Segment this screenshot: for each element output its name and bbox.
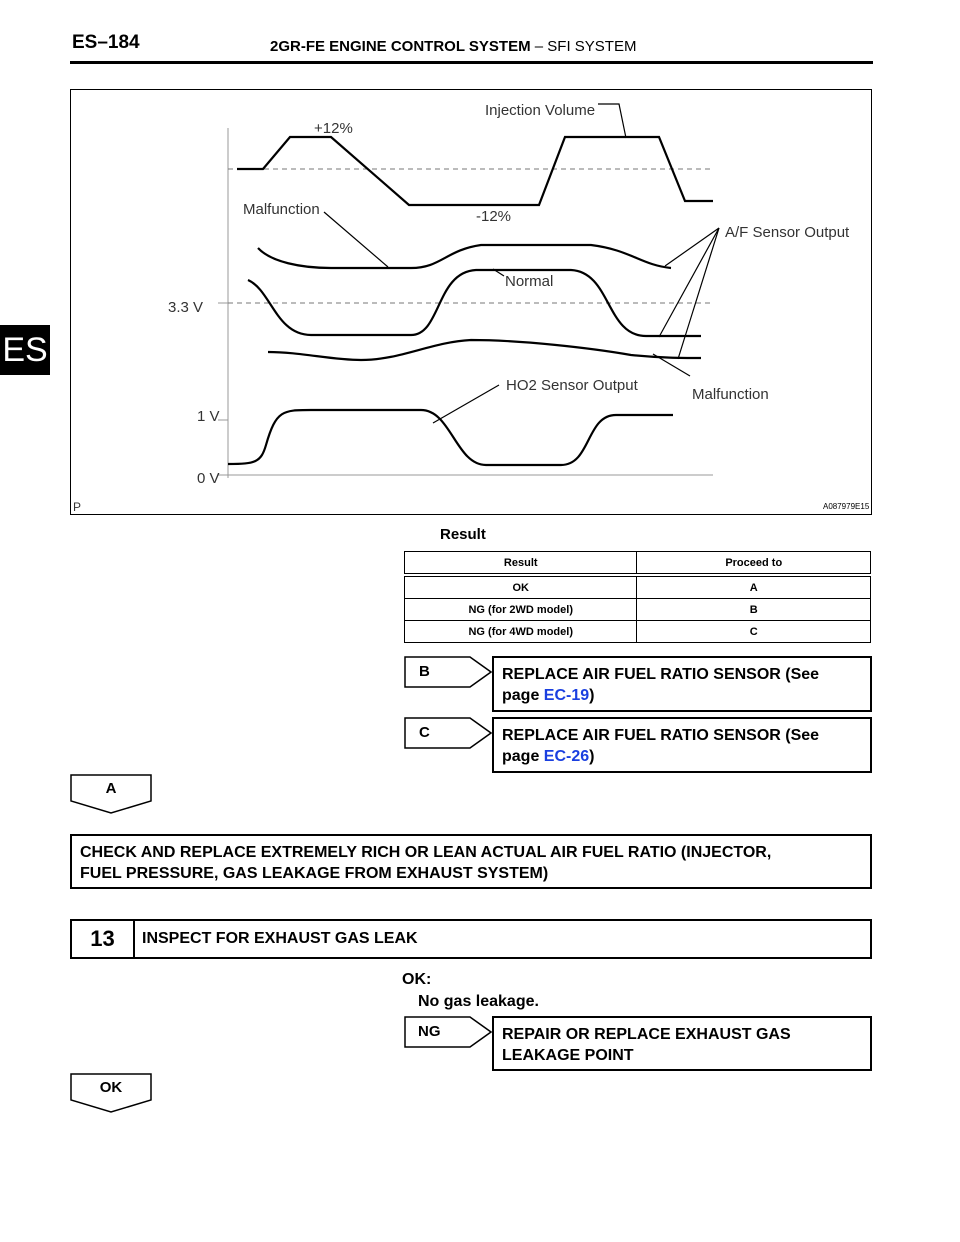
ng-line2: LEAKAGE POINT bbox=[502, 1047, 634, 1064]
result-title: Result bbox=[440, 526, 486, 543]
figure-corner-p: P bbox=[73, 500, 82, 514]
branch-b-arrow bbox=[404, 656, 492, 688]
branch-c-arrow bbox=[404, 717, 492, 749]
malfunction-bottom-label: Malfunction bbox=[692, 386, 769, 403]
step-title: INSPECT FOR EXHAUST GAS LEAK bbox=[142, 930, 418, 947]
row-proceed: B bbox=[637, 599, 871, 621]
injection-volume-label: Injection Volume bbox=[485, 102, 596, 119]
branch-a-tag: A bbox=[105, 780, 117, 797]
ok-tag: OK bbox=[99, 1079, 123, 1096]
branch-b-suffix: ) bbox=[589, 687, 595, 704]
row-proceed: A bbox=[637, 575, 871, 599]
branch-c-box bbox=[492, 717, 872, 773]
step-13-header bbox=[70, 919, 872, 959]
injection-volume-waveform bbox=[237, 137, 713, 205]
af-output-leader-1 bbox=[665, 228, 719, 266]
malfunction-top-label: Malfunction bbox=[243, 201, 320, 218]
check-box-line1: CHECK AND REPLACE EXTREMELY RICH OR LEAN ACTUAL AIR FUEL RATIO (INJECTOR, bbox=[80, 844, 772, 861]
ng-arrow bbox=[404, 1016, 492, 1048]
row-result: OK bbox=[405, 575, 637, 599]
check-replace-box bbox=[70, 834, 872, 889]
branch-a-arrow bbox=[70, 774, 152, 814]
step-number: 13 bbox=[72, 921, 135, 957]
af-malfunction-top-waveform bbox=[258, 245, 671, 268]
plus12-label: +12% bbox=[314, 120, 353, 137]
ec-19-link[interactable]: EC-19 bbox=[543, 687, 590, 704]
ng-repair-box bbox=[492, 1016, 872, 1071]
table-row bbox=[405, 621, 871, 643]
injection-volume-leader bbox=[598, 104, 626, 138]
header-title-sub: SFI SYSTEM bbox=[547, 38, 637, 55]
af-output-leader-3 bbox=[678, 228, 719, 359]
waveform-diagram bbox=[71, 90, 873, 516]
normal-label: Normal bbox=[505, 273, 554, 290]
ec-26-link[interactable]: EC-26 bbox=[543, 748, 590, 765]
table-row bbox=[405, 575, 871, 599]
ng-tag: NG bbox=[418, 1023, 441, 1040]
branch-b-page-prefix: page bbox=[502, 687, 544, 704]
voltage-3v3-label: 3.3 V bbox=[168, 299, 204, 316]
branch-b-line1: REPLACE AIR FUEL RATIO SENSOR (See bbox=[502, 666, 820, 683]
check-box-line2: FUEL PRESSURE, GAS LEAKAGE FROM EXHAUST SYSTEM) bbox=[80, 865, 549, 882]
branch-c-line1: REPLACE AIR FUEL RATIO SENSOR (See bbox=[502, 727, 820, 744]
result-table-header bbox=[405, 552, 871, 576]
header-result: Result bbox=[405, 552, 637, 576]
ok-arrow bbox=[70, 1073, 152, 1113]
branch-b-line2 bbox=[502, 685, 862, 706]
header-rule bbox=[70, 61, 873, 64]
ok-label: OK: bbox=[402, 971, 432, 988]
right-arrow-icon bbox=[404, 656, 492, 688]
row-result: NG (for 4WD model) bbox=[405, 621, 637, 643]
voltage-0v-label: 0 V bbox=[197, 470, 220, 487]
ho2-sensor-waveform bbox=[228, 410, 673, 465]
header-title-sep: – bbox=[530, 38, 548, 55]
af-malfunction-bottom-waveform bbox=[268, 340, 701, 360]
waveform-figure bbox=[70, 89, 872, 515]
branch-c-suffix: ) bbox=[589, 748, 595, 765]
ng-line1: REPAIR OR REPLACE EXHAUST GAS bbox=[502, 1026, 791, 1043]
af-output-leader-2 bbox=[659, 228, 719, 337]
af-sensor-output-label: A/F Sensor Output bbox=[725, 224, 850, 241]
header-proceed-to: Proceed to bbox=[637, 552, 871, 576]
row-result: NG (for 2WD model) bbox=[405, 599, 637, 621]
minus12-label: -12% bbox=[476, 208, 512, 225]
branch-c-line2 bbox=[502, 746, 862, 767]
branch-b-box bbox=[492, 656, 872, 712]
table-row bbox=[405, 599, 871, 621]
ho2-leader bbox=[433, 385, 499, 423]
page-number: ES–184 bbox=[72, 32, 140, 53]
section-side-tab: ES bbox=[0, 325, 50, 375]
ok-value: No gas leakage. bbox=[418, 993, 539, 1010]
right-arrow-icon bbox=[404, 717, 492, 749]
result-table bbox=[404, 551, 871, 643]
malfunction-top-leader bbox=[324, 212, 388, 267]
branch-c-tag: C bbox=[419, 724, 430, 741]
ok-criteria bbox=[402, 969, 539, 1013]
voltage-1v-label: 1 V bbox=[197, 408, 220, 425]
figure-id: A087979E15 bbox=[823, 502, 870, 511]
branch-b-tag: B bbox=[419, 663, 430, 680]
page-header-title bbox=[270, 38, 636, 55]
row-proceed: C bbox=[637, 621, 871, 643]
header-title-bold: 2GR-FE ENGINE CONTROL SYSTEM bbox=[270, 38, 531, 55]
branch-c-page-prefix: page bbox=[502, 748, 544, 765]
ho2-sensor-output-label: HO2 Sensor Output bbox=[506, 377, 638, 394]
